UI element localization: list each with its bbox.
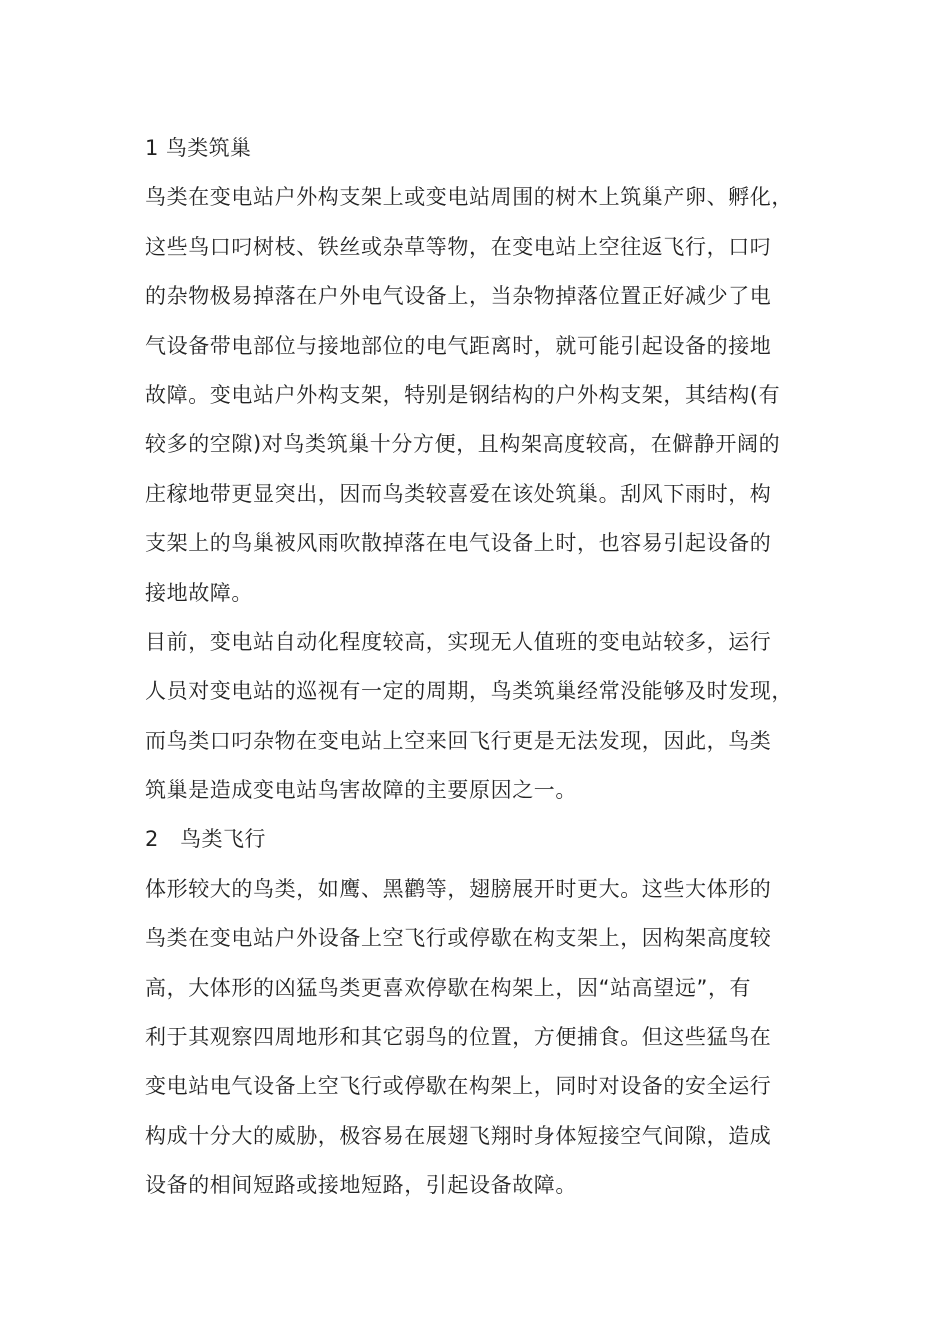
text-line: 筑巢是造成变电站鸟害故障的主要原因之一。: [145, 778, 577, 803]
text-line: 接地故障。: [145, 580, 253, 605]
section-2-heading: 2 鸟类飞行: [145, 827, 266, 852]
text-line: 高，大体形的凶猛鸟类更喜欢停歇在构架上，因“站高望远”，有: [145, 975, 752, 1000]
text-line: 变电站电气设备上空飞行或停歇在构架上，同时对设备的安全运行: [145, 1074, 772, 1099]
section-1-heading: 1 鸟类筑巢: [145, 136, 252, 160]
text-line: 目前，变电站自动化程度较高，实现无人值班的变电站较多，运行: [145, 629, 772, 654]
text-line: 鸟类在变电站户外设备上空飞行或停歇在构支架上，因构架高度较: [145, 926, 772, 951]
text-line: 庄稼地带更显突出，因而鸟类较喜爱在该处筑巢。刮风下雨时，构: [145, 481, 772, 506]
text-line: 而鸟类口叼杂物在变电站上空来回飞行更是无法发现，因此，鸟类: [145, 728, 772, 753]
text-line: 利于其观察四周地形和其它弱鸟的位置，方便捕食。但这些猛鸟在: [145, 1025, 772, 1050]
section-2-paragraph-1: [145, 865, 805, 1211]
document-page: [145, 124, 805, 1211]
section-1-paragraph-2: [145, 618, 805, 816]
text-line: 体形较大的鸟类，如鹰、黑鹳等，翅膀展开时更大。这些大体形的: [145, 876, 772, 901]
text-line: 构成十分大的威胁，极容易在展翅飞翔时身体短接空气间隙，造成: [145, 1123, 772, 1148]
text-line: 人员对变电站的巡视有一定的周期，鸟类筑巢经常没能够及时发现，: [145, 679, 793, 704]
text-line: 支架上的鸟巢被风雨吹散掉落在电气设备上时，也容易引起设备的: [145, 531, 772, 556]
text-line: 这些鸟口叼树枝、铁丝或杂草等物，在变电站上空往返飞行，口叼: [145, 234, 772, 259]
text-line: 的杂物极易掉落在户外电气设备上，当杂物掉落位置正好减少了电: [145, 284, 772, 309]
text-line: 鸟类在变电站户外构支架上或变电站周围的树木上筑巢产卵、孵化，: [145, 185, 793, 210]
text-line: 故障。变电站户外构支架，特别是钢结构的户外构支架，其结构(有: [145, 382, 781, 407]
text-line: 较多的空隙)对鸟类筑巢十分方便，且构架高度较高，在僻静开阔的: [145, 432, 781, 457]
text-line: 设备的相间短路或接地短路，引起设备故障。: [145, 1173, 577, 1198]
text-line: 气设备带电部位与接地部位的电气距离时，就可能引起设备的接地: [145, 333, 772, 358]
section-1-paragraph-1: [145, 173, 805, 618]
